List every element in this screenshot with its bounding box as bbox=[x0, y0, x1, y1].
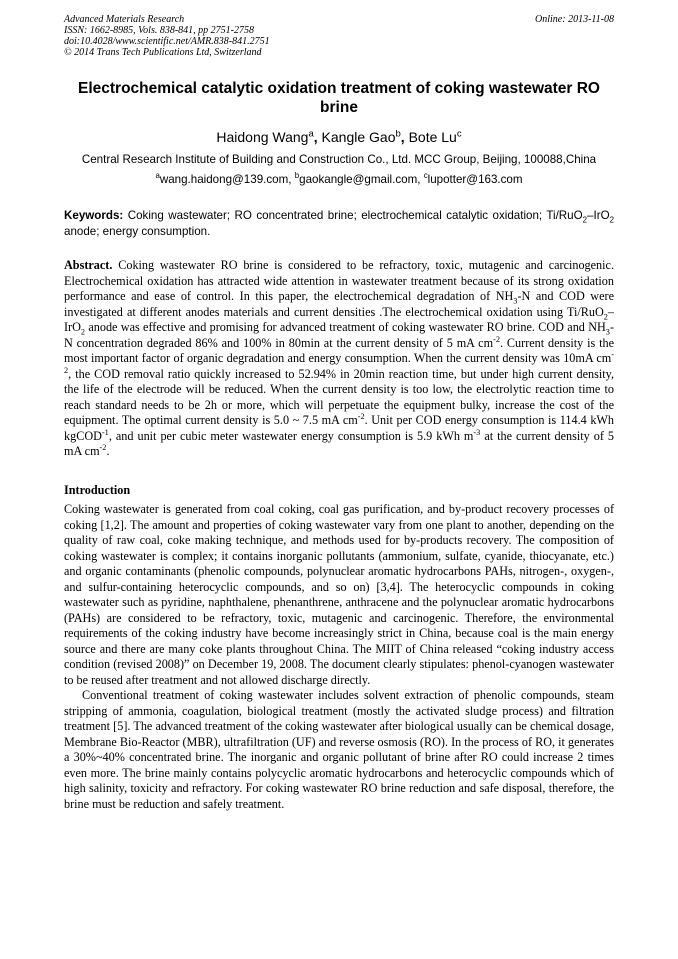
abstract-text: -N concentration degraded 86% and 100% in 80min at the current density of 5 mA cm bbox=[64, 320, 614, 350]
subscript: 2 bbox=[603, 311, 608, 321]
paper-title: Electrochemical catalytic oxidation treatment of coking wastewater RO brine bbox=[78, 80, 600, 116]
author-affil-mark: c bbox=[456, 128, 462, 140]
section-heading-introduction: Introduction bbox=[64, 482, 131, 497]
email-link[interactable]: lupotter@163.com bbox=[427, 173, 523, 186]
doi-line: doi:10.4028/www.scientific.net/AMR.838-841.2751 bbox=[64, 36, 270, 47]
author-affil-mark: a bbox=[308, 128, 314, 140]
subscript: 3 bbox=[513, 296, 518, 306]
email-mark: c bbox=[423, 171, 428, 181]
author-separator: , bbox=[313, 129, 318, 145]
journal-name: Advanced Materials Research bbox=[64, 14, 185, 25]
email-link[interactable]: gaokangle@gmail.com, bbox=[299, 173, 421, 186]
body-paragraph: Conventional treatment of coking wastewater includes solvent extraction of phenolic compounds, steam stripping of ammonia, coagulation, biological treatment (mostly the activated sludge process) and filtration treatment [5]. The advanced treatment of the coking wastewater after biological usually can be chemical dosage, Membrane Bio-Reactor (MBR), ultrafiltration (UF) and reverse osmosis (RO). In the process of RO, it generates a 30%~40% concentrated brine. The inorganic and organic pollutant of brine after RO could increase 2 times even more. The brine mainly contains polycyclic aromatic hydrocarbons and heterocyclic compounds which of high salinity, toxicity and refractory. For coking wastewater RO brine reduction and safe disposal, therefore, the brine must be reduction and safely treatment. bbox=[64, 688, 614, 811]
abstract-text: . Unit per COD energy consumption is 114.4 kWh kgCOD bbox=[64, 413, 615, 443]
keywords-text: Coking wastewater; RO concentrated brine; electrochemical catalytic oxidation; Ti/RuO bbox=[123, 209, 583, 222]
body-paragraph: Coking wastewater is generated from coal coking, coal gas purification, and by-product recovery processes of coking [1,2]. The amount and properties of coking wastewater vary from one plant to another, depending on the quality of raw coal, coke making technique, and methods used for by-products recovery. The composition of coking wastewater is complex; it contains inorganic pollutants (ammonium, sulfate, cyanide, thiocyanate, etc.) and organic contaminants (phenolic compounds, polynuclear aromatic hydrocarbons PAHs, nitrogen-, oxygen-, and sulfur-containing heterocyclic compounds, and so on) [3,4]. The heterocyclic compounds in coking wastewater such as pyridine, naphthalene, phenanthrene, anthracene and the polynuclear aromatic hydrocarbons (PAHs) are considered to be refractory, toxic, mutagenic and carcinogenic. Therefore, the environmental requirements of the coking industry have become increasingly strict in China, because coal is the main energy source and there are many coke plants throughout China. The MIIT of China released “coking industry access condition (revised 2008)” on December 19, 2008. The document clearly stipulates: phenol-cyanogen wastewater to be reused after treatment and not allowed discharge directly. bbox=[64, 502, 614, 687]
email-mark: a bbox=[155, 171, 160, 181]
abstract-text: , and unit per cubic meter wastewater energy consumption is 5.9 kWh m bbox=[108, 428, 474, 443]
abstract-text: , the COD removal ratio quickly increased to 52.94% in 20min reaction time, but under high current density, the life of the electrode will be reduced. When the current density is too low, the electrolytic reaction time to reach standard needs to be 2h or more, which will perpetuate the equipment bulky, increase the cost of the equipment. The optimal current density is 5.0 ~ 7.5 mA cm bbox=[64, 366, 614, 427]
email-link[interactable]: wang.haidong@139.com, bbox=[159, 173, 292, 186]
keywords-text: anode; energy consumption. bbox=[64, 224, 211, 238]
online-date: Online: 2013-11-08 bbox=[535, 14, 614, 25]
subscript: 2 bbox=[609, 215, 614, 225]
abstract-text: . bbox=[106, 444, 110, 458]
superscript: -2 bbox=[493, 334, 500, 344]
subscript: 3 bbox=[605, 327, 610, 337]
paper-page bbox=[64, 14, 614, 812]
author-list bbox=[64, 129, 614, 146]
abstract-text: anode was effective and promising for advanced treatment of coking wastewater RO brine. COD and NH bbox=[85, 320, 606, 334]
author-name: Bote Lu bbox=[408, 129, 457, 145]
superscript: -3 bbox=[473, 427, 481, 437]
superscript: -2 bbox=[357, 411, 365, 421]
abstract-text: at the current density of 5 mA cm bbox=[64, 428, 614, 458]
abstract-text: . Current density is the most important factor of organic degradation and energy consumption. When the current density was 10mA cm bbox=[64, 335, 614, 365]
keywords-block bbox=[64, 208, 614, 239]
keywords-label: Keywords: bbox=[64, 209, 124, 222]
abstract-text: Coking wastewater RO brine is considered to be refractory, toxic, mutagenic and carcinogenic. Electrochemical oxidation has attracted wide attention in wastewater treatment because of its strong oxidation performance and ease of control. In this paper, the electrochemical degradation of NH bbox=[64, 258, 614, 303]
email-mark: b bbox=[294, 171, 300, 181]
abstract-text: –IrO bbox=[64, 304, 614, 334]
subscript: 2 bbox=[582, 215, 588, 225]
email-list bbox=[64, 172, 614, 187]
abstract-label: Abstract. bbox=[64, 258, 113, 272]
abstract-block bbox=[64, 258, 614, 460]
author-name: Haidong Wang bbox=[216, 129, 309, 145]
journal-header bbox=[64, 14, 614, 58]
author-affil-mark: b bbox=[395, 128, 401, 140]
affiliation: Central Research Institute of Building and Construction Co., Ltd. MCC Group, Beijing, 100088,China bbox=[81, 153, 597, 166]
superscript: -2 bbox=[99, 442, 107, 452]
abstract-text: -N and COD were investigated at different anodes materials and current densities .The electrochemical oxidation using Ti/RuO bbox=[64, 289, 614, 319]
copyright-line: © 2014 Trans Tech Publications Ltd, Switzerland bbox=[64, 47, 262, 58]
issn-line: ISSN: 1662-8985, Vols. 838-841, pp 2751-2758 bbox=[64, 25, 254, 36]
superscript: -1 bbox=[101, 427, 109, 437]
author-name: Kangle Gao bbox=[321, 129, 396, 145]
author-separator: , bbox=[400, 129, 405, 145]
subscript: 2 bbox=[80, 327, 86, 337]
keywords-text: –IrO bbox=[587, 209, 610, 222]
superscript: -2 bbox=[64, 349, 614, 375]
